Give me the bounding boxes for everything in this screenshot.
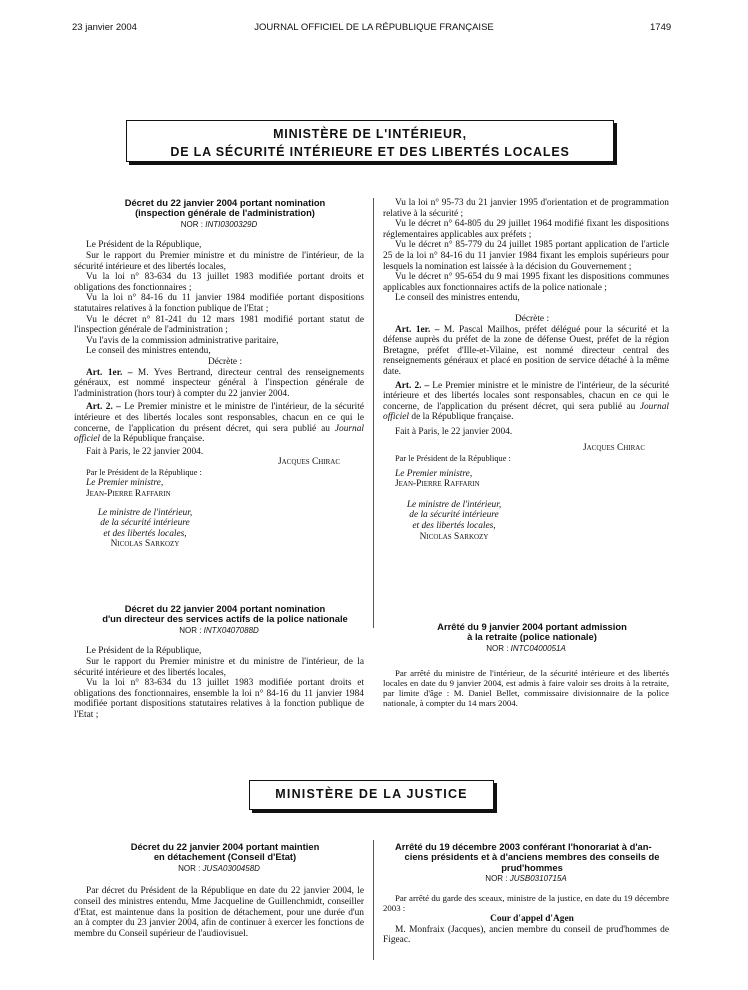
decree1-art2: Art. 2. – Le Premier ministre et le ministre de l'intérieur, de la sécurité intérieure et des libertés locales sont responsables, chacun en ce qui le concerne, de l'application du présent décret, qui sera publié au Journal officiel de la République française.: [74, 402, 365, 445]
decree1cont-p1: Vu la loi n° 95-73 du 21 janvier 1995 d'orientation et de programmation relative à la sécurité ;: [383, 198, 669, 219]
decree1cont-pm-name: Jean-Pierre Raffarin: [395, 479, 480, 490]
decree1cont-p2: Vu le décret n° 64-805 du 29 juillet 1964 modifié fixant les dispositions réglementaires applicables aux préfets ;: [383, 219, 669, 240]
decree1cont-art2: Art. 2. – Le Premier ministre et le ministre de l'intérieur, de la sécurité intérieure et des libertés locales sont responsables, chacun en ce qui le concerne, de l'application du présent décret, qui sera publié au Journal officiel de la République française.: [383, 380, 670, 423]
decree2-section: [74, 604, 364, 721]
page-number: 1749: [650, 22, 672, 33]
decree1cont-art1: Art. 1er. – M. Pascal Mailhos, préfet délégué pour la sécurité et la défense auprès du préfet de la zone de défense Ouest, préfet de la région Bretagne, préfet d'Ille-et-Vilaine, est nommé directeur central des renseignements généraux et placé en position de service détaché à la même date.: [383, 324, 669, 377]
decree1-p2: Sur le rapport du Premier ministre et du ministre de l'intérieur, de la sécurité intérieure et des libertés locales,: [74, 251, 364, 272]
ministry-justice-box: [249, 780, 494, 810]
decree1-p3: Vu la loi n° 83-634 du 13 juillet 1983 modifiée portant droits et obligations des fonctionnaires ;: [74, 272, 364, 293]
decree2-nor: NOR : INTX0407088D: [179, 625, 259, 635]
decree1-p6: Vu l'avis de la commission administrative paritaire,: [86, 335, 279, 346]
decree1cont-min-role3: et des libertés locales,: [412, 521, 496, 532]
journal-title: JOURNAL OFFICIEL DE LA RÉPUBLIQUE FRANÇAISE: [254, 22, 494, 33]
decree1cont-par: Par le Président de la République :: [395, 454, 511, 464]
decree1cont-decrete: Décrète :: [514, 313, 550, 324]
arrete2-court: Cour d'appel d'Agen: [490, 914, 574, 924]
decree1-min-role2: de la sécurité intérieure: [100, 518, 190, 529]
decree1-art1: Art. 1er. – M. Yves Bertrand, directeur central des renseignements généraux, est nommé inspecteur général à l'inspection générale de l'administration (hors tour) à compter du 22 janvier 2004.: [74, 367, 365, 399]
decree1-pm-role: Le Premier ministre,: [86, 478, 164, 489]
decree1-fait: Fait à Paris, le 22 janvier 2004.: [86, 446, 204, 457]
decree1cont-p3: Vu le décret n° 85-779 du 24 juillet 1985 portant application de l'article 25 de la loi n° 84-16 du 11 janvier 1984 fixant les emplois supérieurs pour lesquels la nomination est laissée à la décision du Gouvernement ;: [383, 240, 669, 272]
decree1-p1: Le Président de la République,: [86, 240, 202, 251]
ministry-interior-line2: DE LA SÉCURITÉ INTÉRIEURE ET DES LIBERTÉS LOCALES: [170, 145, 570, 159]
decree3-section: [74, 842, 364, 939]
arrete2-member: M. Monfraix (Jacques), ancien membre du conseil de prud'hommes de Figeac.: [383, 924, 669, 946]
decree1-title1: Décret du 22 janvier 2004 portant nomination: [124, 197, 326, 208]
arrete2-title2: ciens présidents et à d'anciens membres des conseils de: [404, 851, 660, 863]
decree1cont-min-role1: Le ministre de l'intérieur,: [406, 499, 502, 510]
arrete2-title3: prud'hommes: [501, 861, 563, 873]
header-date: 23 janvier 2004: [72, 22, 137, 33]
decree2-p3: Vu la loi n° 83-634 du 13 juillet 1983 modifiée portant droits et obligations des fonctionnaires, ensemble la loi n° 84-16 du 11 janvier 1984 modifiée portant dispositions statutaires relatives à la fonction publique de l'Etat ;: [74, 678, 364, 720]
arrete2-section: [383, 842, 669, 946]
decree1-section: [74, 198, 364, 550]
decree1-min-role1: Le ministre de l'intérieur,: [97, 507, 193, 518]
decree2-title1: Décret du 22 janvier 2004 portant nomination: [124, 603, 326, 614]
decree1-p5: Vu le décret n° 81-241 du 12 mars 1981 modifié portant statut de l'inspection générale de l'administration ;: [74, 314, 364, 336]
decree1-min-role3: et des libertés locales,: [103, 528, 187, 539]
decree1-p4: Vu la loi n° 84-16 du 11 janvier 1984 modifiée portant dispositions statutaires relatives à la fonction publique de l'Etat ;: [74, 293, 364, 314]
arrete2-text: Par arrêté du garde des sceaux, ministre de la justice, en date du 19 décembre 2003 :: [383, 892, 669, 914]
decree1-min-name: Nicolas Sarkozy: [110, 539, 180, 550]
decree2-p2: Sur le rapport du Premier ministre et du ministre de l'intérieur, de la sécurité intérieure et des libertés locales,: [74, 657, 364, 678]
decree3-title1: Décret du 22 janvier 2004 portant maintien: [130, 841, 320, 852]
decree1cont-min-role2: de la sécurité intérieure: [409, 510, 499, 521]
decree3-title2: en détachement (Conseil d'Etat): [153, 851, 297, 863]
decree1-pm-name: Jean-Pierre Raffarin: [86, 489, 171, 500]
decree3-text: Par décret du Président de la République en date du 22 janvier 2004, le conseil des ministres entendu, Mme Jacqueline de Guillenchmidt, conseiller d'Etat, est maintenue dans la position de détachement, pour une durée d'un an à compter du 23 janvier 2004, afin de continuer à exercer les fonctions de membre du Conseil supérieur de l'audiovisuel.: [74, 886, 364, 939]
arrete1-title2: à la retraite (police nationale): [467, 631, 597, 643]
ministry-interior-line1: MINISTÈRE DE L'INTÉRIEUR,: [273, 127, 467, 141]
decree1cont-p5: Le conseil des ministres entendu,: [395, 293, 520, 304]
page-header: [0, 22, 748, 36]
decree1-nor: NOR : INTI0300329D: [180, 219, 258, 229]
arrete1-title1: Arrêté du 9 janvier 2004 portant admission: [437, 621, 627, 632]
arrete1-nor: NOR : INTC0400051A: [486, 643, 566, 653]
decree1-p7: Le conseil des ministres entendu,: [86, 346, 211, 357]
ministry-justice-title: MINISTÈRE DE LA JUSTICE: [275, 787, 468, 801]
decree1cont-p4: Vu le décret n° 95-654 du 9 mai 1995 fixant les dispositions communes applicables aux fonctionnaires actifs de la police nationale ;: [383, 272, 669, 293]
decree1cont-fait: Fait à Paris, le 22 janvier 2004.: [395, 426, 513, 437]
decree1-signer: Jacques Chirac: [277, 457, 340, 468]
decree2-p1: Le Président de la République,: [86, 646, 202, 657]
arrete1-section: [383, 622, 669, 708]
arrete1-text: Par arrêté du ministre de l'intérieur, de la sécurité intérieure et des libertés locales en date du 9 janvier 2004, est admis à faire valoir ses droits à la retraite, par limite d'âge : M. Daniel Bellet, commissaire divisionnaire de la police nationale, à compter du 14 mars 2004.: [383, 668, 669, 709]
decree1-decrete: Décrète :: [207, 356, 243, 367]
decree1-cont-section: [383, 198, 669, 542]
decree1cont-signer: Jacques Chirac: [582, 443, 645, 454]
column-divider-bottom: [373, 840, 374, 960]
column-divider: [373, 198, 374, 628]
ministry-interior-box: [126, 120, 614, 162]
decree1cont-min-name: Nicolas Sarkozy: [419, 531, 489, 542]
arrete2-nor: NOR : JUSB0310715A: [485, 874, 567, 884]
decree3-nor: NOR : JUSA0300458D: [178, 863, 260, 873]
arrete2-title1: Arrêté du 19 décembre 2003 conférant l'honorariat à d'an-: [395, 841, 652, 852]
decree2-title2: d'un directeur des services actifs de la police nationale: [102, 613, 348, 625]
decree1cont-pm-role: Le Premier ministre,: [395, 468, 473, 479]
decree1-par: Par le Président de la République :: [86, 467, 202, 477]
decree1-title2: (inspection générale de l'administration): [135, 207, 315, 219]
